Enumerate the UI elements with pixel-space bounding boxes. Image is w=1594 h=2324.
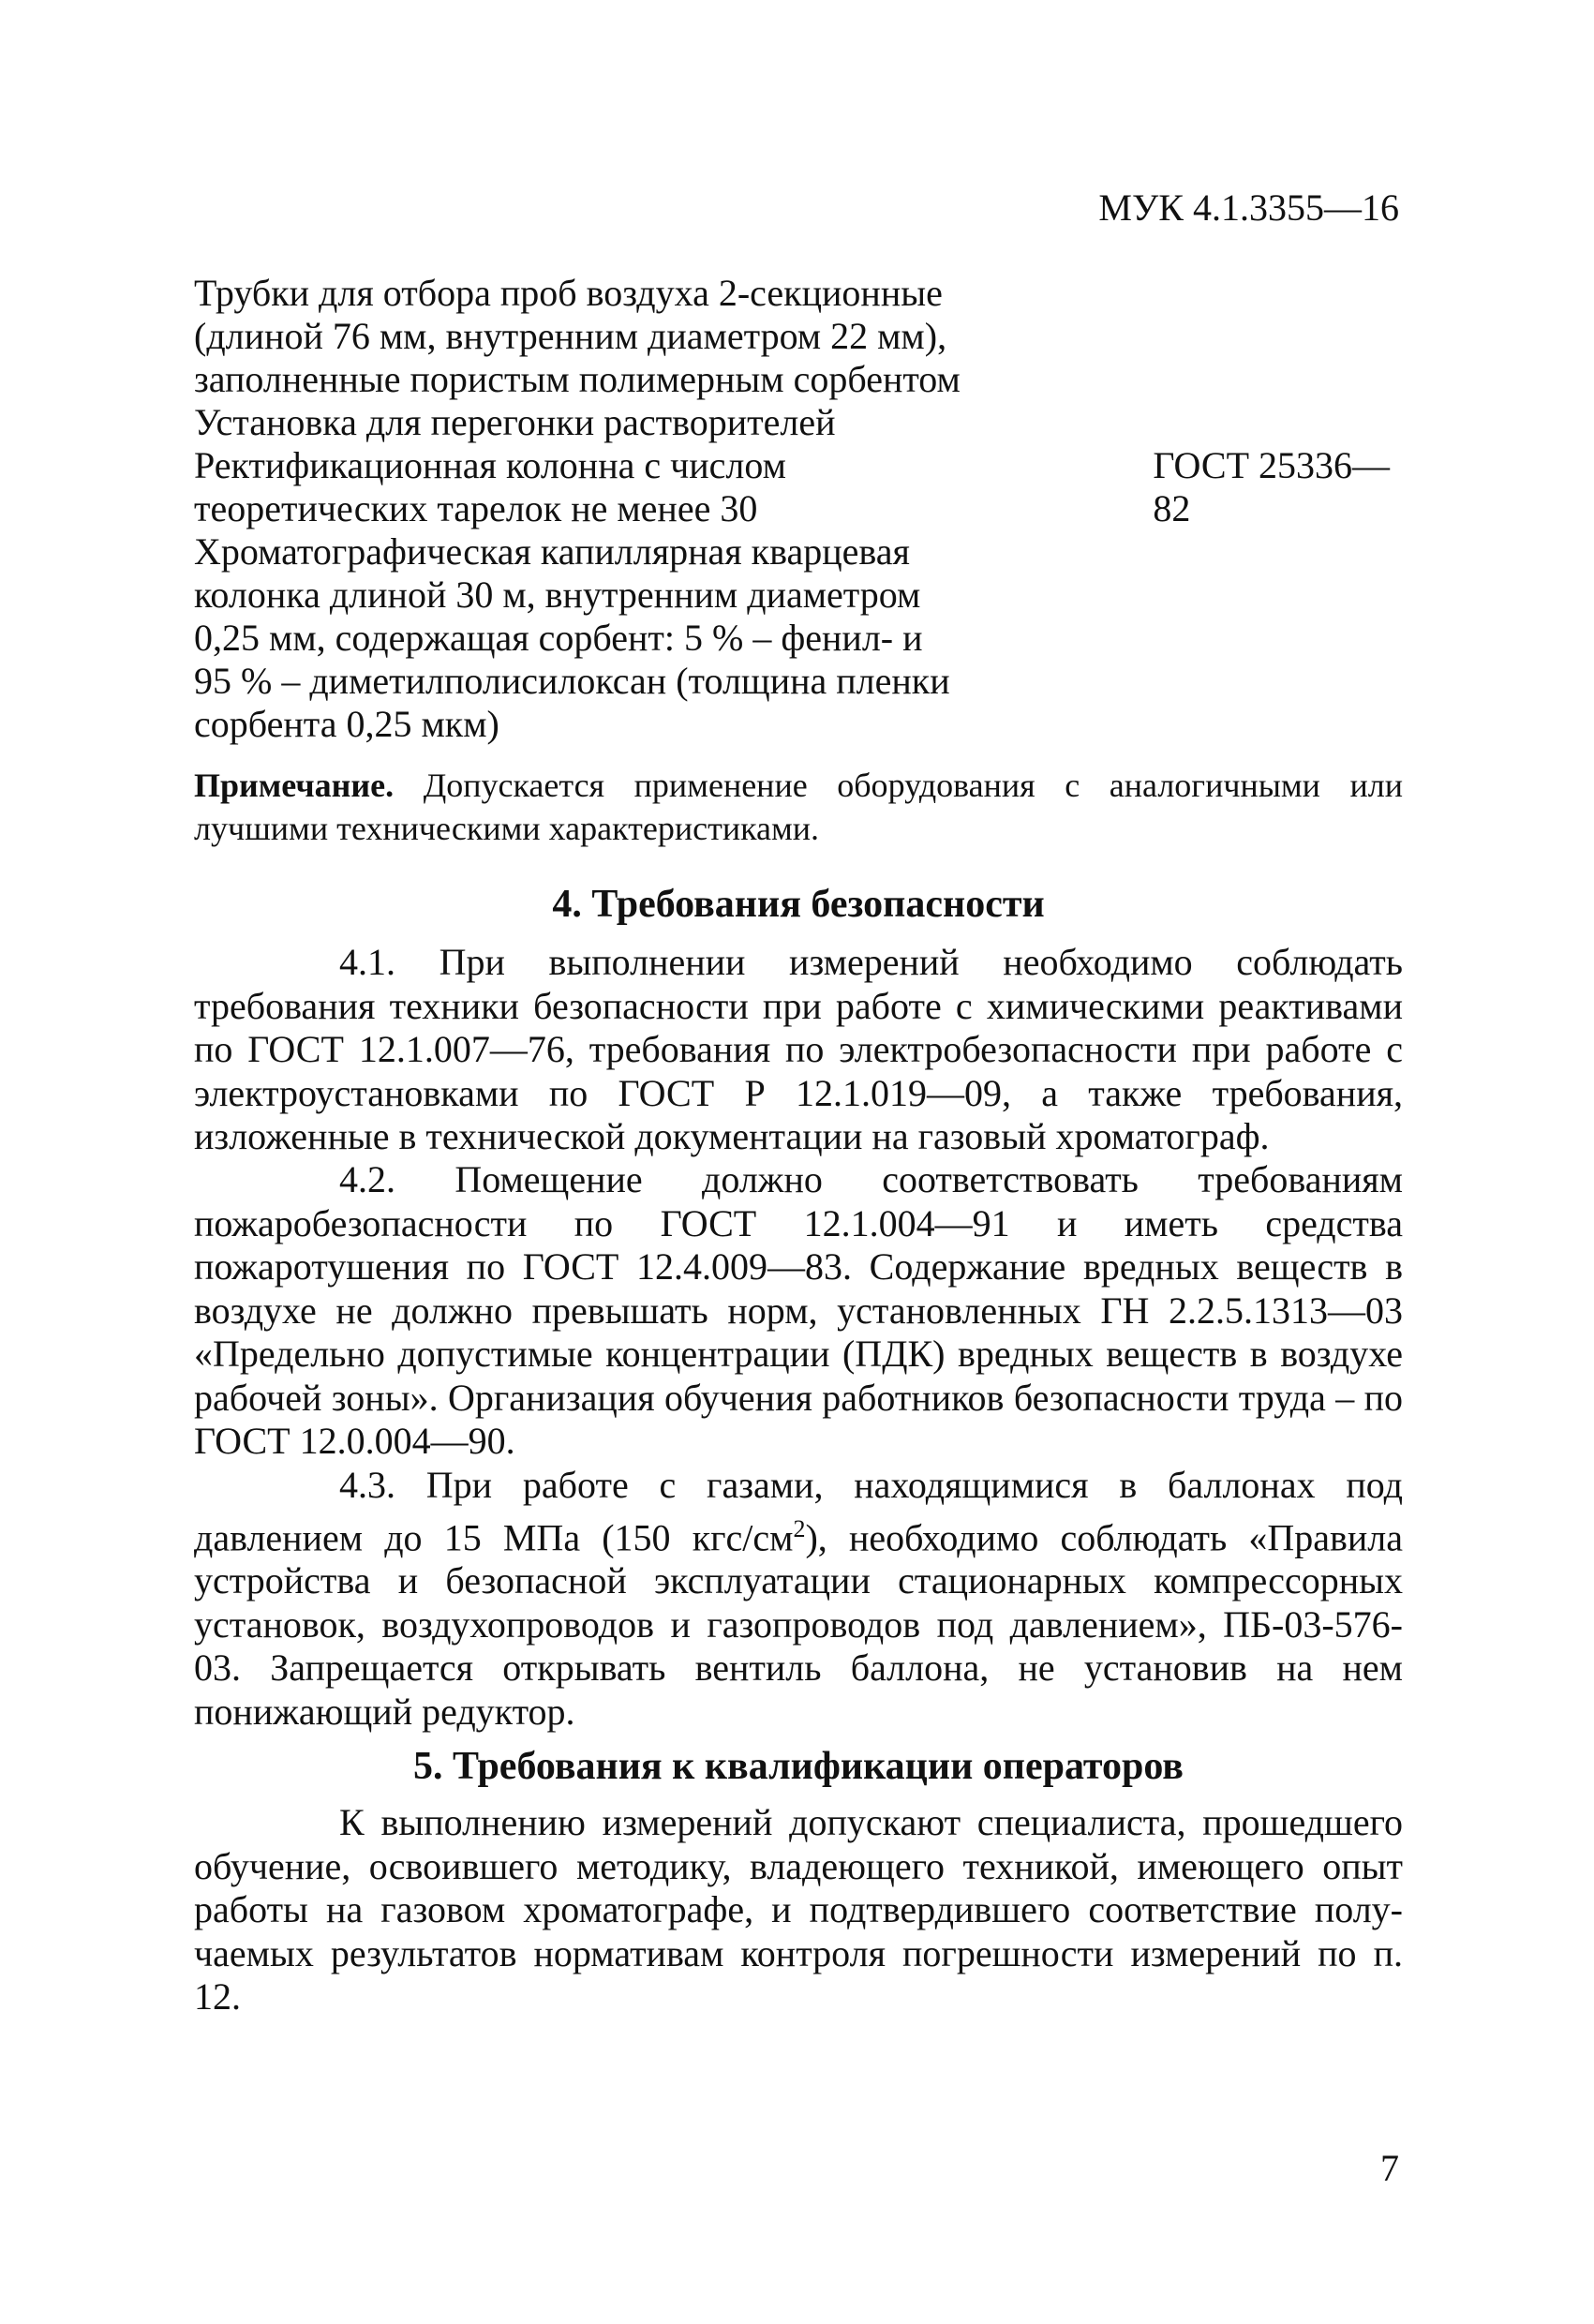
note-text: Допускается применение оборудования с аналогичными или лучшими техническими характеристиками. (194, 767, 1403, 847)
equipment-name-line: Хроматографическая капиллярная кварцевая (194, 530, 910, 573)
equipment-item (194, 272, 1412, 401)
paragraph-5: К выполнению измерений допускают специалиста, прошедшего обучение, освоившего методику, владеющего техникой, имеющего опыт работы на газовом хроматографе, и подтвердившего соответствие получаемых результатов нормативам контроля погрешности измерений по п. 12. (194, 1801, 1403, 2018)
equipment-name-line: Установка для перегонки растворителей (194, 401, 836, 443)
equipment-name (194, 401, 991, 444)
paragraph-4-2: 4.2. Помещение должно соответствовать требованиям пожаробезопасности по ГОСТ 12.1.004—91 и иметь средства пожаротушения по ГОСТ 12.4.009—83. Содержание вредных веществ в воздухе не должно превышать норм, установленных ГН 2.2.5.1313—03 «Предельно допустимые концентрации (ПДК) вредных веществ в воздухе рабочей зоны». Организация обучения работников безопасности труда – по ГОСТ 12.0.004—90. (194, 1158, 1403, 1462)
equipment-name (194, 272, 991, 401)
equipment-name-line: Трубки для отбора проб воздуха 2-секционные (194, 272, 943, 314)
equipment-name-line: теоретических тарелок не менее 30 (194, 487, 758, 529)
paragraph-4-1: 4.1. При выполнении измерений необходимо соблюдать требования техники безопасности при работе с химическими реактивами по ГОСТ 12.1.007—76, требования по электробезопасности при работе с электроустановками по ГОСТ Р 12.1.019—09, а также требования, изложенные в технической документации на газовый хроматограф. (194, 941, 1403, 1157)
section-5-heading: 5. Требования к квалификации операторов (413, 1745, 1184, 1788)
equipment-name-line: 95 % – диметилполисилоксан (толщина пленки (194, 660, 950, 702)
equipment-name-line: колонка длиной 30 м, внутренним диаметром (194, 574, 921, 616)
equipment-name (194, 444, 946, 530)
superscript-two: 2 (793, 1514, 806, 1542)
paragraph-4-3-text-end: ), необходимо соблюдать «Правила устройства и безопасной эксплуатации стационарных компрессорных установок, воздухопроводов и газопроводов под давлением», ПБ-03-576-03. Запрещается открывать вентиль баллона, не установив на нем понижающий редуктор. (194, 1515, 1403, 1733)
equipment-name-line: сорбента 0,25 мкм) (194, 703, 499, 745)
page-number: 7 (1380, 2147, 1399, 2189)
paragraph-4-3-text-start: 4.3. При работе с газами, находящимися в баллонах под давлением до 15 МПа (150 кгс/см (194, 1464, 1403, 1558)
equipment-name-line: (длиной 76 мм, внутренним диаметром 22 мм), (194, 315, 947, 357)
equipment-item (194, 530, 1412, 746)
section-4-heading: 4. Требования безопасности (552, 883, 1045, 926)
equipment-name-line: Ректификационная колонна с числом (194, 444, 786, 486)
equipment-name (194, 530, 991, 746)
equipment-item (194, 444, 1412, 530)
equipment-name-line: 0,25 мм, содержащая сорбент: 5 % – фенил- и (194, 617, 923, 659)
note-label: Примечание. (194, 767, 395, 804)
equipment-list (194, 272, 1412, 746)
equipment-standard: ГОСТ 25336—82 (1153, 444, 1391, 529)
document-code: МУК 4.1.3355—16 (1098, 186, 1399, 229)
equipment-note (194, 764, 1403, 850)
equipment-name-line: заполненные пористым полимерным сорбентом (194, 358, 961, 400)
equipment-item (194, 401, 1412, 444)
paragraph-4-3 (194, 1464, 1403, 1734)
